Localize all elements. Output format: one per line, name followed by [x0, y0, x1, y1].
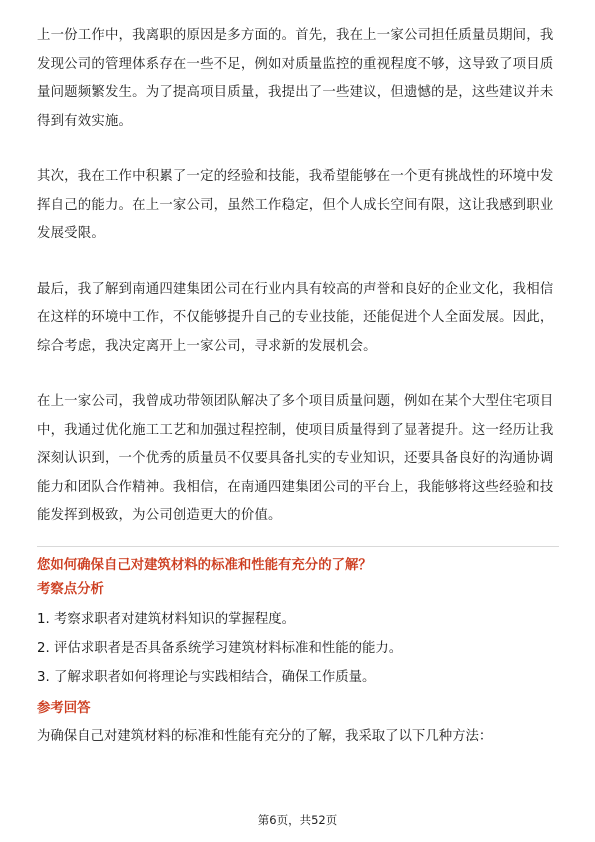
analysis-title: 考察点分析: [37, 581, 104, 597]
analysis-item: 1. 考察求职者对建筑材料知识的掌握程度。: [37, 611, 296, 627]
paragraph-2: 其次，我在工作中积累了一定的经验和技能，我希望能够在一个更有挑战性的环境中发挥自己的能力。在上一家公司，虽然工作稳定，但个人成长空间有限，这让我感到职业发展受限。: [37, 169, 554, 241]
analysis-list: [37, 605, 559, 692]
paragraph-3: 最后，我了解到南通四建集团公司在行业内具有较高的声誉和良好的企业文化，我相信在这样的环境中工作，不仅能够提升自己的专业技能，还能促进个人全面发展。因此，综合考虑，我决定离开上一家公司，寻求新的发展机会。: [37, 281, 554, 354]
answer-intro: 为确保自己对建筑材料的标准和性能有充分的了解，我采取了以下几种方法：: [37, 728, 493, 744]
paragraph-1: 上一份工作中，我离职的原因是多方面的。首先，我在上一家公司担任质量员期间，我发现公司的管理体系存在一些不足，例如对质量监控的重视程度不够，这导致了项目质量问题频繁发生。为了提高项目质量，我提出了一些建议，但遗憾的是，这些建议并未得到有效实施。: [37, 28, 554, 129]
interview-question: 您如何确保自己对建筑材料的标准和性能有充分的了解？: [37, 557, 372, 573]
document-page: [37, 22, 559, 750]
paragraph-4: 在上一家公司，我曾成功带领团队解决了多个项目质量问题，例如在某个大型住宅项目中，我通过优化施工工艺和加强过程控制，使项目质量得到了显著提升。这一经历让我深刻认识到，一个优秀的质量员不仅要具备扎实的专业知识，还要具备良好的沟通协调能力和团队合作精神。我相信，在南通四建集团公司的平台上，我能够将这些经验和技能发挥到极致，为公司创造更大的价值。: [37, 394, 554, 523]
page-footer: 第6页，共52页: [257, 813, 338, 827]
section-divider: [37, 546, 559, 547]
analysis-item: 2. 评估求职者是否具备系统学习建筑材料标准和性能的能力。: [37, 640, 403, 656]
answer-title: 参考回答: [37, 700, 91, 716]
analysis-item: 3. 了解求职者如何将理论与实践相结合，确保工作质量。: [37, 669, 376, 685]
